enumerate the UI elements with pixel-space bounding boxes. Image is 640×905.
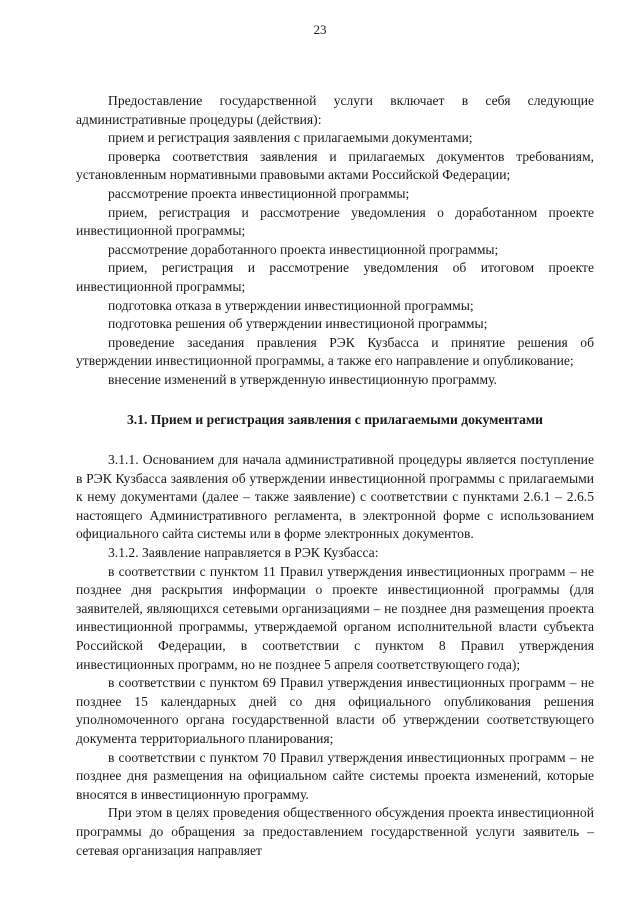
clause-item: в соответствии с пунктом 69 Правил утверждения инвестиционных программ – не позднее 15 календарных дней со дня официального опубликования решения уполномоченного органа государственной власти об утверждении соответствующего документа территориального планирования; — [76, 675, 594, 746]
procedure-item: проверка соответствия заявления и прилагаемых документов требованиям, установленным нормативными правовыми актами Российской Федерации; — [76, 148, 594, 183]
procedure-item: рассмотрение доработанного проекта инвестиционной программы; — [108, 241, 499, 257]
section-heading: 3.1. Прием и регистрация заявления с прилагаемыми документами — [126, 411, 544, 427]
clause-paragraph: При этом в целях проведения общественного обсуждения проекта инвестиционной программы до обращения за предоставлением государственной услуги заявитель – сетевая организация направляет — [76, 805, 594, 858]
page-number: 23 — [313, 22, 327, 37]
document-body — [76, 92, 594, 860]
procedure-item: прием, регистрация и рассмотрение уведомления о доработанном проекте инвестиционной программы; — [76, 204, 594, 239]
clause-item: в соответствии с пунктом 70 Правил утверждения инвестиционных программ – не позднее дня размещения на официальном сайте системы проекта изменений, которые вносятся в инвестиционную программу. — [76, 749, 594, 802]
procedure-item: рассмотрение проекта инвестиционной программы; — [108, 185, 410, 201]
procedure-item: прием, регистрация и рассмотрение уведомления об итоговом проекте инвестиционной программы; — [76, 260, 594, 294]
procedure-item: подготовка отказа в утверждении инвестиционной программы; — [108, 297, 474, 313]
procedure-item: проведение заседания правления РЭК Кузбасса и принятие решения об утверждении инвестиционной программы, а также его направление и опубликование; — [76, 334, 594, 369]
intro-paragraph: Предоставление государственной услуги включает в себя следующие административные процедуры (действия): — [76, 93, 594, 127]
clause-item: в соответствии с пунктом 11 Правил утверждения инвестиционных программ – не позднее дня раскрытия информации о проекте инвестиционной программы (для заявителей, являющихся сетевыми организациями – не позднее дня размещения проекта инвестиционной программы, утверждаемой органом исполнительной власти субъекта Российской Федерации, в соответствии с пунктом 8 Правил утверждения инвестиционных программ, но не позднее 5 апреля соответствующего года); — [76, 563, 594, 672]
clause-3-1-2: 3.1.2. Заявление направляется в РЭК Кузбасса: — [108, 545, 379, 561]
clause-3-1-1: 3.1.1. Основанием для начала административной процедуры является поступление в РЭК Кузбасса заявления об утверждении инвестиционной программы с прилагаемыми к нему документами (далее – также заявление) с соответствии с пунктами 2.6.1 – 2.6.5 настоящего Административного регламента, в электронной форме с использованием официального сайта системы или в форме электронных документов. — [76, 452, 594, 542]
procedure-item: подготовка решения об утверждении инвестиционой программы; — [108, 316, 488, 332]
procedure-item: внесение изменений в утвержденную инвестиционную программу. — [108, 371, 497, 387]
procedure-item: прием и регистрация заявления с прилагаемыми документами; — [108, 130, 473, 146]
